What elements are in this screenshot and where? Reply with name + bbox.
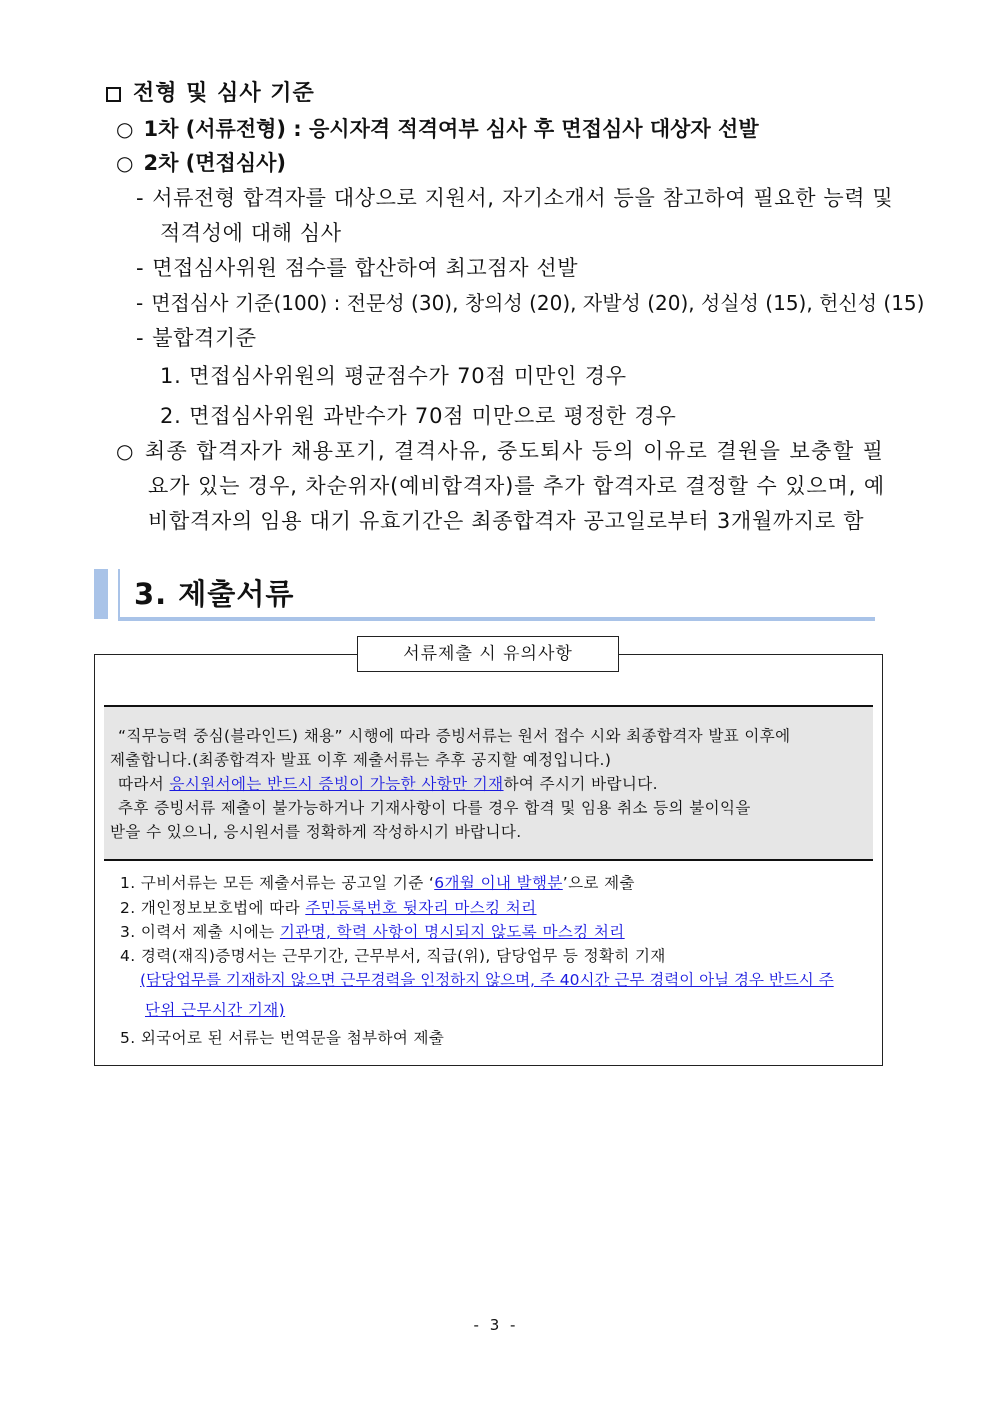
reserve-item-continued: 비합격자의 임용 대기 유효기간은 최종합격자 공고일로부터 3개월까지로 함 [148,509,865,533]
stage1-item: ○ 1차 (서류전형) : 응시자격 적격여부 심사 후 면접심사 대상자 선발 [116,117,759,141]
emphasis-link: 주민등록번호 뒷자리 마스킹 처리 [305,899,537,917]
document-item: 2. 개인정보보호법에 따라 주민등록번호 뒷자리 마스킹 처리 [120,899,537,917]
stage2-subitem: - 면접심사위원 점수를 합산하여 최고점자 선발 [136,256,579,280]
document-item-note: 단위 근무시간 기재) [145,1001,286,1019]
reserve-item-continued: 요가 있는 경우, 차순위자(예비합격자)를 추가 합격자로 결정할 수 있으며, 예 [148,474,886,498]
section3-title: 3. 제출서류 [134,577,295,611]
circle-bullet-icon: ○ [116,439,135,463]
checkbox-square-icon [106,87,121,102]
notice-box-title: 서류제출 시 유의사항 [357,636,619,672]
section3-accent-bar [94,569,108,619]
stage2-subitem: - 불합격기준 [136,326,257,350]
fail-criterion: 1. 면접심사위원의 평균점수가 70점 미만인 경우 [160,364,627,388]
circle-bullet-icon: ○ [116,117,134,141]
fail-criterion: 2. 면접심사위원 과반수가 70점 미만으로 평정한 경우 [160,404,677,428]
circle-bullet-icon: ○ [116,151,134,175]
notice-line: 제출합니다.(최종합격자 발표 이후 제출서류는 추후 공지할 예정입니다.) [110,751,612,769]
stage2-item: ○ 2차 (면접심사) [116,151,287,175]
document-item: 1. 구비서류는 모든 제출서류는 공고일 기준 ‘6개월 이내 발행분’으로 제출 [120,874,635,892]
document-item: 5. 외국어로 된 서류는 번역문을 첨부하여 제출 [120,1029,445,1047]
section3-divider [118,569,120,619]
notice-line: 추후 증빙서류 제출이 불가능하거나 기재사항이 다를 경우 합격 및 임용 취소 등의 불이익을 [118,799,751,817]
document-item-note: (담당업무를 기재하지 않으면 근무경력을 인정하지 않으며, 주 40시간 근무 경력이 아닐 경우 반드시 주 [140,971,834,989]
notice-line: 따라서 응시원서에는 반드시 증빙이 가능한 사항만 기재하여 주시기 바랍니다. [118,775,658,793]
stage2-subitem: - 면접심사 기준(100) : 전문성 (30), 창의성 (20), 자발성 (20), 성실성 (15), 헌신성 (15) [136,291,925,315]
reserve-item: ○ 최종 합격자가 채용포기, 결격사유, 중도퇴사 등의 이유로 결원을 보충할 필 [116,439,885,463]
notice-emphasis-link: 응시원서에는 반드시 증빙이 가능한 사항만 기재 [169,775,504,793]
stage2-subitem: - 서류전형 합격자를 대상으로 지원서, 자기소개서 등을 참고하여 필요한 능력 및 [136,186,894,210]
stage2-subitem-continued: 적격성에 대해 심사 [160,221,342,245]
page-number: - 3 - [473,1316,519,1334]
section-heading: 전형 및 심사 기준 [106,76,315,107]
notice-line: 받을 수 있으니, 응시원서를 정확하게 작성하시기 바랍니다. [110,823,522,841]
notice-line: “직무능력 중심(블라인드) 채용” 시행에 따라 증빙서류는 원서 접수 시와 최종합격자 발표 이후에 [118,727,791,745]
document-item: 4. 경력(재직)증명서는 근무기간, 근무부서, 직급(위), 담당업무 등 정확히 기재 [120,947,666,965]
emphasis-link: 기관명, 학력 사항이 명시되지 않도록 마스킹 처리 [279,923,625,941]
emphasis-link: 6개월 이내 발행분 [434,874,563,892]
section3-underline [118,617,875,621]
document-item: 3. 이력서 제출 시에는 기관명, 학력 사항이 명시되지 않도록 마스킹 처리 [120,923,625,941]
